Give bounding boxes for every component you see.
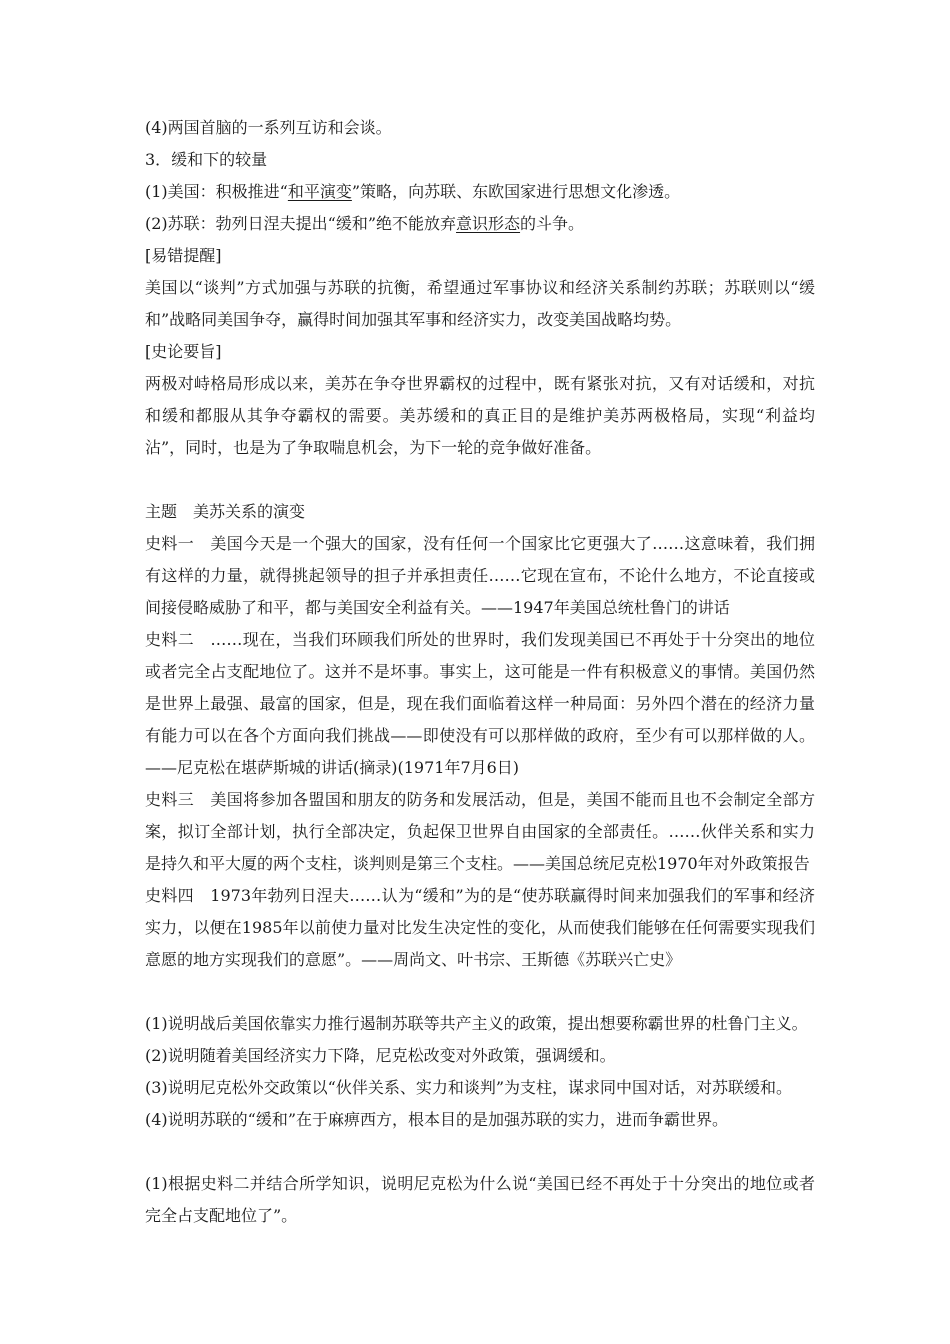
- ussr-strategy-suffix: 的斗争。: [520, 214, 585, 233]
- source-4: 史料四 1973年勃列日涅夫……认为“缓和”为的是“使苏联赢得时间来加强我们的军事和经济实力，以便在1985年以前使力量对比发生决定性的变化，从而使我们能够在任何需要实现我们意愿的地方实现我们的意愿”。——周尚文、叶书宗、王斯德《苏联兴亡史》: [145, 886, 815, 969]
- thesis-title: [史论要旨]: [145, 342, 222, 361]
- us-strategy-prefix: (1)美国：积极推进: [145, 182, 280, 201]
- source-2: 史料二 ……现在，当我们环顾我们所处的世界时，我们发现美国已不再处于十分突出的地位或者完全占支配地位了。这并不是坏事。事实上，这可能是一件有积极意义的事情。美国仍然是世界上最强、最富的国家，但是，现在我们面临着这样一种局面：另外四个潜在的经济力量有能力可以在各个方面向我们挑战——即使没有可以那样做的政府，至少有可以那样做的人。——尼克松在堪萨斯城的讲话(摘录)(1971年7月6日): [145, 630, 815, 777]
- explanation-2: (2)说明随着美国经济实力下降，尼克松改变对外政策，强调缓和。: [145, 1046, 616, 1065]
- ussr-strategy-prefix: (2)苏联：勃列日涅夫提出“缓和”绝不能放弃: [145, 214, 457, 233]
- spacer: [145, 976, 815, 1008]
- peaceful-evolution-term: 和平演变: [287, 182, 352, 201]
- thesis-text: 两极对峙格局形成以来，美苏在争夺世界霸权的过程中，既有紧张对抗，又有对话缓和，对抗和缓和都服从其争夺霸权的需要。美苏缓和的真正目的是维护美苏两极格局，实现“利益均沾”，同时，也是为了争取喘息机会，为下一轮的竞争做好准备。: [145, 374, 815, 457]
- explanation-3: (3)说明尼克松外交政策以“伙伴关系、实力和谈判”为支柱，谋求同中国对话，对苏联缓和。: [145, 1078, 793, 1097]
- explanation-4: (4)说明苏联的“缓和”在于麻痹西方，根本目的是加强苏联的实力，进而争霸世界。: [145, 1110, 729, 1129]
- topic-title: 主题 美苏关系的演变: [145, 502, 306, 521]
- spacer: [145, 1136, 815, 1168]
- ideology-term: 意识形态: [456, 214, 521, 233]
- section-heading-3: 3．缓和下的较量: [145, 150, 268, 169]
- question-1: (1)根据史料二并结合所学知识，说明尼克松为什么说“美国已经不再处于十分突出的地位或者完全占支配地位了”。: [145, 1174, 815, 1225]
- reminder-title: [易错提醒]: [145, 246, 222, 265]
- spacer: [145, 464, 815, 496]
- quote-close: ”: [351, 182, 361, 201]
- explanation-1: (1)说明战后美国依靠实力推行遏制苏联等共产主义的政策，提出想要称霸世界的杜鲁门主义。: [145, 1014, 808, 1033]
- ussr-strategy-line: [145, 208, 815, 240]
- source-1: 史料一 美国今天是一个强大的国家，没有任何一个国家比它更强大了……这意味着，我们拥有这样的力量，就得挑起领导的担子并承担责任……它现在宣布，不论什么地方，不论直接或间接侵略威胁了和平，都与美国安全利益有关。——1947年美国总统杜鲁门的讲话: [145, 534, 815, 617]
- intro-item-4: (4)两国首脑的一系列互访和会谈。: [145, 118, 392, 137]
- quote-open: “: [279, 182, 288, 201]
- document-body: [145, 112, 815, 1232]
- us-strategy-line: [145, 176, 815, 208]
- source-3: 史料三 美国将参加各盟国和朋友的防务和发展活动，但是，美国不能而且也不会制定全部方案，拟订全部计划，执行全部决定，负起保卫世界自由国家的全部责任。……伙伴关系和实力是持久和平大厦的两个支柱，谈判则是第三个支柱。——美国总统尼克松1970年对外政策报告: [145, 790, 815, 873]
- reminder-text: 美国以“谈判”方式加强与苏联的抗衡，希望通过军事协议和经济关系制约苏联；苏联则以“缓和”战略同美国争夺，赢得时间加强其军事和经济实力，改变美国战略均势。: [145, 278, 815, 329]
- us-strategy-suffix: 策略，向苏联、东欧国家进行思想文化渗透。: [360, 182, 681, 201]
